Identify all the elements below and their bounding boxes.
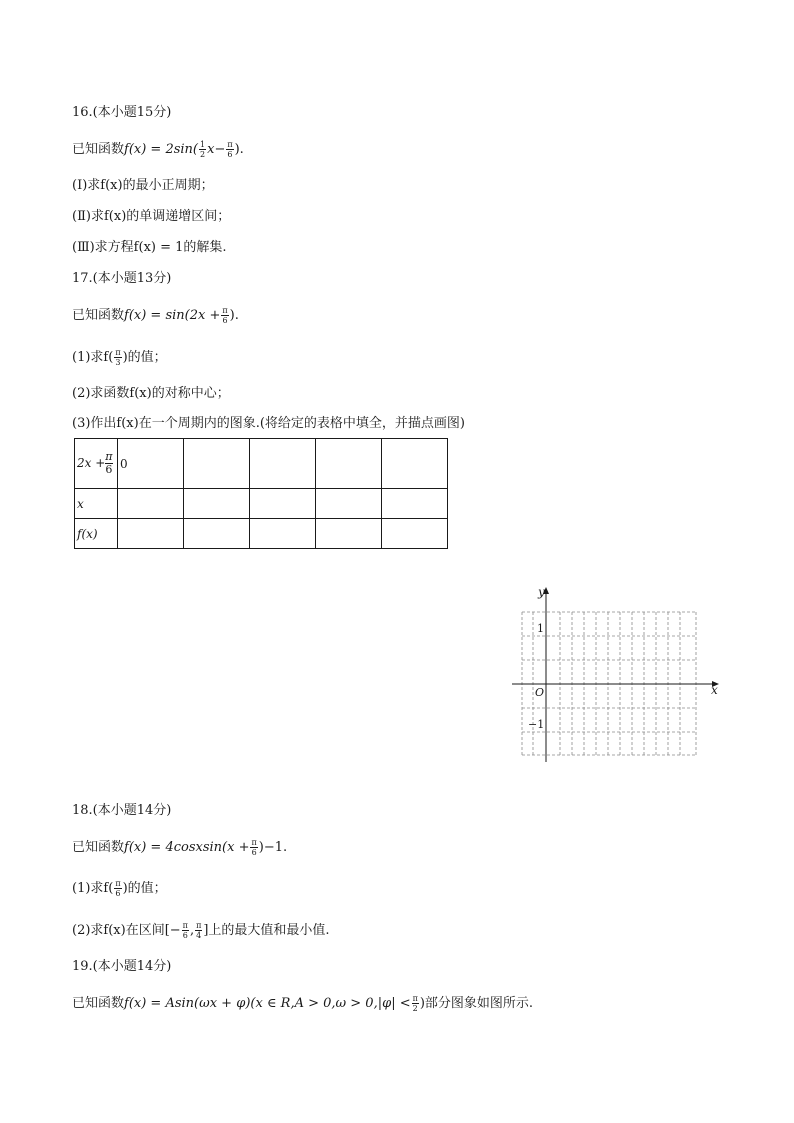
- q19-frac-den: 2: [412, 1004, 418, 1013]
- q16-stem-mid: x−: [207, 142, 226, 157]
- q16-stem-end: ).: [234, 142, 244, 157]
- q17-coordinate-grid[interactable]: [508, 582, 724, 766]
- table-cell-row0-c3[interactable]: [250, 439, 316, 489]
- q16-stem-prefix: 已知函数: [72, 142, 125, 157]
- q17-part3: (3)作出f(x)在一个周期内的图象.(将给定的表格中填全，并描点画图): [72, 416, 465, 431]
- q19-frac-num: π: [412, 994, 418, 1003]
- table-cell-row2-label: f(x): [75, 519, 118, 549]
- q18-part2-frac1: [182, 921, 189, 940]
- q16-frac-half-den: 2: [200, 150, 206, 159]
- y-tick-1: 1: [537, 622, 544, 635]
- table-row: [75, 439, 448, 489]
- q16-part2: (Ⅱ)求f(x)的单调递增区间；: [72, 209, 231, 224]
- table-cell-row1-c2[interactable]: [184, 489, 250, 519]
- axes: [512, 587, 719, 762]
- table-cell-row0-label: [75, 439, 118, 489]
- q18-part2-sep: ,: [189, 923, 195, 938]
- q17-part1-num: π: [115, 348, 121, 357]
- table-cell-row1-c1[interactable]: [118, 489, 184, 519]
- q17-part1-den: 3: [115, 358, 121, 367]
- q18-part2-post: ]上的最大值和最小值.: [203, 923, 330, 938]
- q18-stem-end: )−1.: [258, 840, 288, 855]
- q18-frac: [250, 838, 257, 857]
- q16-frac-half-num: 1: [200, 140, 206, 149]
- table-row: [75, 489, 448, 519]
- q18-part2-frac2: [195, 921, 202, 940]
- row0-label-frac: [105, 451, 112, 476]
- q18-part2-pre: (2)求f(x)在区间[−: [72, 923, 181, 938]
- q17-stem-end: ).: [229, 308, 239, 323]
- q18-frac-num: π: [251, 838, 257, 847]
- y-axis-label: y: [538, 585, 545, 599]
- y-tick-neg1: −1: [528, 718, 545, 731]
- q19-header: 19.(本小题14分): [72, 959, 172, 974]
- q17-part1-pre: (1)求f(: [72, 350, 114, 365]
- q18-part1: [72, 879, 167, 898]
- q18-stem-prefix: 已知函数: [72, 840, 125, 855]
- table-cell-row2-c5[interactable]: [382, 519, 448, 549]
- q18-stem: [72, 838, 287, 857]
- table-cell-row2-c2[interactable]: [184, 519, 250, 549]
- row0-first-value: 0: [120, 456, 128, 471]
- table-cell-row1-c5[interactable]: [382, 489, 448, 519]
- q18-part1-num: π: [115, 879, 121, 888]
- q18-frac-den: 6: [251, 848, 257, 857]
- q16-header: 16.(本小题15分): [72, 105, 172, 120]
- table-cell-row1-c3[interactable]: [250, 489, 316, 519]
- q18-part2-num1: π: [182, 921, 188, 930]
- q19-stem-prefix: 已知函数: [72, 996, 125, 1011]
- q19-frac: [412, 994, 419, 1013]
- q19-stem-func: f(x) = Asin(ωx + φ)(x ∈ R,A > 0,ω > 0,|φ| <: [124, 996, 411, 1011]
- q16-frac-pi6-num: π: [227, 140, 233, 149]
- table-cell-row1-label: x: [75, 489, 118, 519]
- q18-part1-pre: (1)求f(: [72, 881, 114, 896]
- q18-part1-frac: [114, 879, 121, 898]
- table-cell-row1-c4[interactable]: [316, 489, 382, 519]
- q18-part1-den: 6: [115, 889, 121, 898]
- q16-frac-pi6: [226, 140, 233, 159]
- table-cell-row0-c4[interactable]: [316, 439, 382, 489]
- q18-part2-num2: π: [196, 921, 202, 930]
- q18-part2-den2: 4: [196, 931, 202, 940]
- q16-part1: (Ⅰ)求f(x)的最小正周期；: [72, 178, 214, 193]
- q17-part1-post: )的值；: [122, 350, 167, 365]
- table-cell-row0-c5[interactable]: [382, 439, 448, 489]
- q17-value-table: [74, 438, 448, 549]
- q16-frac-half: [199, 140, 206, 159]
- table-row: [75, 519, 448, 549]
- q18-stem-func: f(x) = 4cosxsin(x +: [124, 840, 250, 855]
- q18-header: 18.(本小题14分): [72, 803, 172, 818]
- q17-stem: [72, 306, 239, 325]
- q17-frac-den: 6: [222, 316, 228, 325]
- q17-part2: (2)求函数f(x)的对称中心；: [72, 386, 230, 401]
- q17-stem-func: f(x) = sin(2x +: [124, 308, 221, 323]
- row0-label-den: 6: [105, 463, 113, 476]
- q16-part3: (Ⅲ)求方程f(x) = 1的解集.: [72, 240, 227, 255]
- q18-part1-post: )的值；: [122, 881, 167, 896]
- row0-label-num: π: [105, 450, 113, 463]
- q17-frac-num: π: [222, 306, 228, 315]
- table-cell-row2-c1[interactable]: [118, 519, 184, 549]
- q17-part1-frac: [114, 348, 121, 367]
- table-cell-row0-c2[interactable]: [184, 439, 250, 489]
- table-cell-row2-c4[interactable]: [316, 519, 382, 549]
- q16-stem: [72, 140, 244, 159]
- q16-frac-pi6-den: 6: [227, 150, 233, 159]
- table-cell-row0-c1[interactable]: [118, 439, 184, 489]
- x-axis-label: x: [711, 683, 718, 697]
- row0-label-pre: 2x +: [77, 456, 106, 470]
- q18-part2: [72, 921, 330, 940]
- table-cell-row2-c3[interactable]: [250, 519, 316, 549]
- origin-label: O: [535, 686, 545, 699]
- q18-part2-den1: 6: [182, 931, 188, 940]
- q17-stem-prefix: 已知函数: [72, 308, 125, 323]
- q17-part1: [72, 348, 167, 367]
- q16-stem-func: f(x) = 2sin(: [124, 142, 199, 157]
- q17-header: 17.(本小题13分): [72, 271, 172, 286]
- q19-stem: [72, 994, 533, 1013]
- q19-stem-end: )部分图象如图所示.: [419, 996, 534, 1011]
- q17-frac: [221, 306, 228, 325]
